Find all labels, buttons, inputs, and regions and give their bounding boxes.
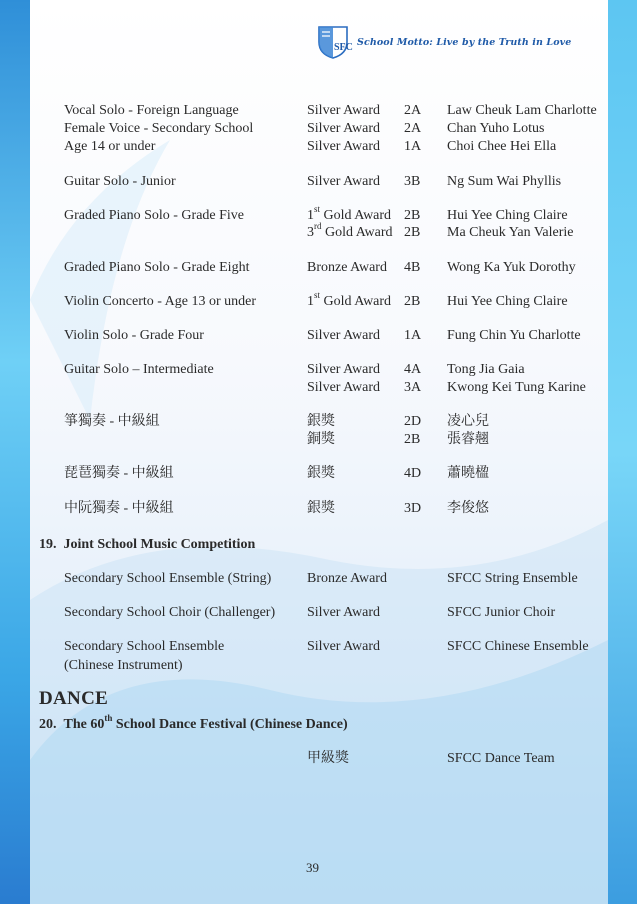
music-class: 2B	[404, 432, 421, 447]
music-student-name: Hui Yee Ching Claire	[447, 294, 568, 309]
music-award: Silver Award	[307, 121, 380, 136]
jsmc-name: SFCC String Ensemble	[447, 571, 578, 586]
music-student-name: 張睿翹	[447, 432, 489, 447]
music-class: 2B	[404, 225, 421, 240]
music-award: 銀獎	[307, 466, 335, 481]
music-award: 銀獎	[307, 414, 335, 429]
music-class: 2A	[404, 121, 422, 136]
award-rank-suffix: rd	[314, 221, 322, 232]
music-class: 3D	[404, 501, 422, 516]
page-header	[315, 22, 571, 62]
music-student-name: Choi Chee Hei Ella	[447, 139, 557, 154]
music-class: 1A	[404, 139, 422, 154]
left-decorative-strip	[0, 0, 30, 904]
section-19-heading: 19. Joint School Music Competition	[39, 537, 256, 552]
music-student-name: Fung Chin Yu Charlotte	[447, 328, 581, 343]
award-rank-suffix: st	[314, 204, 321, 215]
music-class: 3A	[404, 380, 422, 395]
music-class: 1A	[404, 328, 422, 343]
music-student-name: 李俊悠	[447, 501, 489, 516]
music-award: Silver Award	[307, 174, 380, 189]
section-20-heading: 20. The 60th School Dance Festival (Chinese Dance)	[39, 713, 348, 732]
school-crest-logo	[315, 24, 351, 60]
music-student-name: Wong Ka Yuk Dorothy	[447, 260, 576, 275]
music-award: Silver Award	[307, 362, 380, 377]
award-rank: 1	[307, 208, 314, 223]
music-event: Guitar Solo - Junior	[64, 174, 176, 189]
award-label: Gold Award	[320, 208, 392, 223]
music-award	[307, 221, 393, 242]
music-event: Graded Piano Solo - Grade Five	[64, 208, 245, 223]
music-student-name: 凌心兒	[447, 414, 489, 429]
music-student-name: Ma Cheuk Yan Valerie	[447, 225, 574, 240]
svg-text:SFC: SFC	[334, 42, 353, 53]
music-award: Silver Award	[307, 380, 380, 395]
dance-team: SFCC Dance Team	[447, 751, 555, 766]
music-student-name: Ng Sum Wai Phyllis	[447, 174, 562, 189]
music-class: 3B	[404, 174, 421, 189]
music-class: 4A	[404, 362, 422, 377]
dance-award: 甲級獎	[307, 751, 349, 766]
music-award: 銅獎	[307, 432, 335, 447]
music-award: Bronze Award	[307, 260, 387, 275]
music-event: Age 14 or under	[64, 139, 156, 154]
music-award: 銀獎	[307, 501, 335, 516]
music-class: 2B	[404, 294, 421, 309]
school-motto: School Motto: Live by the Truth in Love	[357, 36, 572, 48]
jsmc-event: Secondary School Ensemble	[64, 639, 225, 654]
music-event: Violin Concerto - Age 13 or under	[64, 294, 257, 309]
jsmc-award: Bronze Award	[307, 571, 387, 586]
award-rank: 3	[307, 225, 314, 240]
jsmc-event: Secondary School Choir (Challenger)	[64, 605, 276, 620]
music-class: 2B	[404, 208, 421, 223]
music-event: Graded Piano Solo - Grade Eight	[64, 260, 250, 275]
music-award: Silver Award	[307, 328, 380, 343]
music-event: 琵琶獨奏 - 中級組	[64, 466, 174, 481]
music-student-name: Chan Yuho Lotus	[447, 121, 545, 136]
music-event: 中阮獨奏 - 中級組	[64, 501, 174, 516]
jsmc-event: Secondary School Ensemble (String)	[64, 571, 272, 586]
award-rank: 1	[307, 294, 314, 309]
music-award: Silver Award	[307, 139, 380, 154]
award-rank-suffix: st	[314, 290, 321, 301]
music-class: 4D	[404, 466, 422, 481]
music-event: Vocal Solo - Foreign Language	[64, 103, 239, 118]
dance-heading: DANCE	[39, 688, 109, 709]
jsmc-event-continued: (Chinese Instrument)	[64, 658, 183, 673]
music-student-name: Law Cheuk Lam Charlotte	[447, 103, 597, 118]
music-class: 4B	[404, 260, 421, 275]
music-event: Guitar Solo – Intermediate	[64, 362, 214, 377]
jsmc-name: SFCC Junior Choir	[447, 605, 556, 620]
music-class: 2A	[404, 103, 422, 118]
page-number: 39	[306, 860, 319, 875]
music-student-name: Kwong Kei Tung Karine	[447, 380, 586, 395]
award-label: Gold Award	[320, 294, 392, 309]
music-event: 箏獨奏 - 中級組	[64, 414, 160, 429]
right-decorative-strip	[608, 0, 637, 904]
music-student-name: Tong Jia Gaia	[447, 362, 525, 377]
music-student-name: 蕭曉楹	[447, 466, 489, 481]
jsmc-name: SFCC Chinese Ensemble	[447, 639, 589, 654]
jsmc-award: Silver Award	[307, 639, 380, 654]
award-label: Gold Award	[321, 225, 393, 240]
music-award: Silver Award	[307, 103, 380, 118]
jsmc-award: Silver Award	[307, 605, 380, 620]
music-class: 2D	[404, 414, 422, 429]
music-student-name: Hui Yee Ching Claire	[447, 208, 568, 223]
music-award	[307, 290, 392, 311]
music-event: Female Voice - Secondary School	[64, 121, 254, 136]
music-event: Violin Solo - Grade Four	[64, 328, 204, 343]
